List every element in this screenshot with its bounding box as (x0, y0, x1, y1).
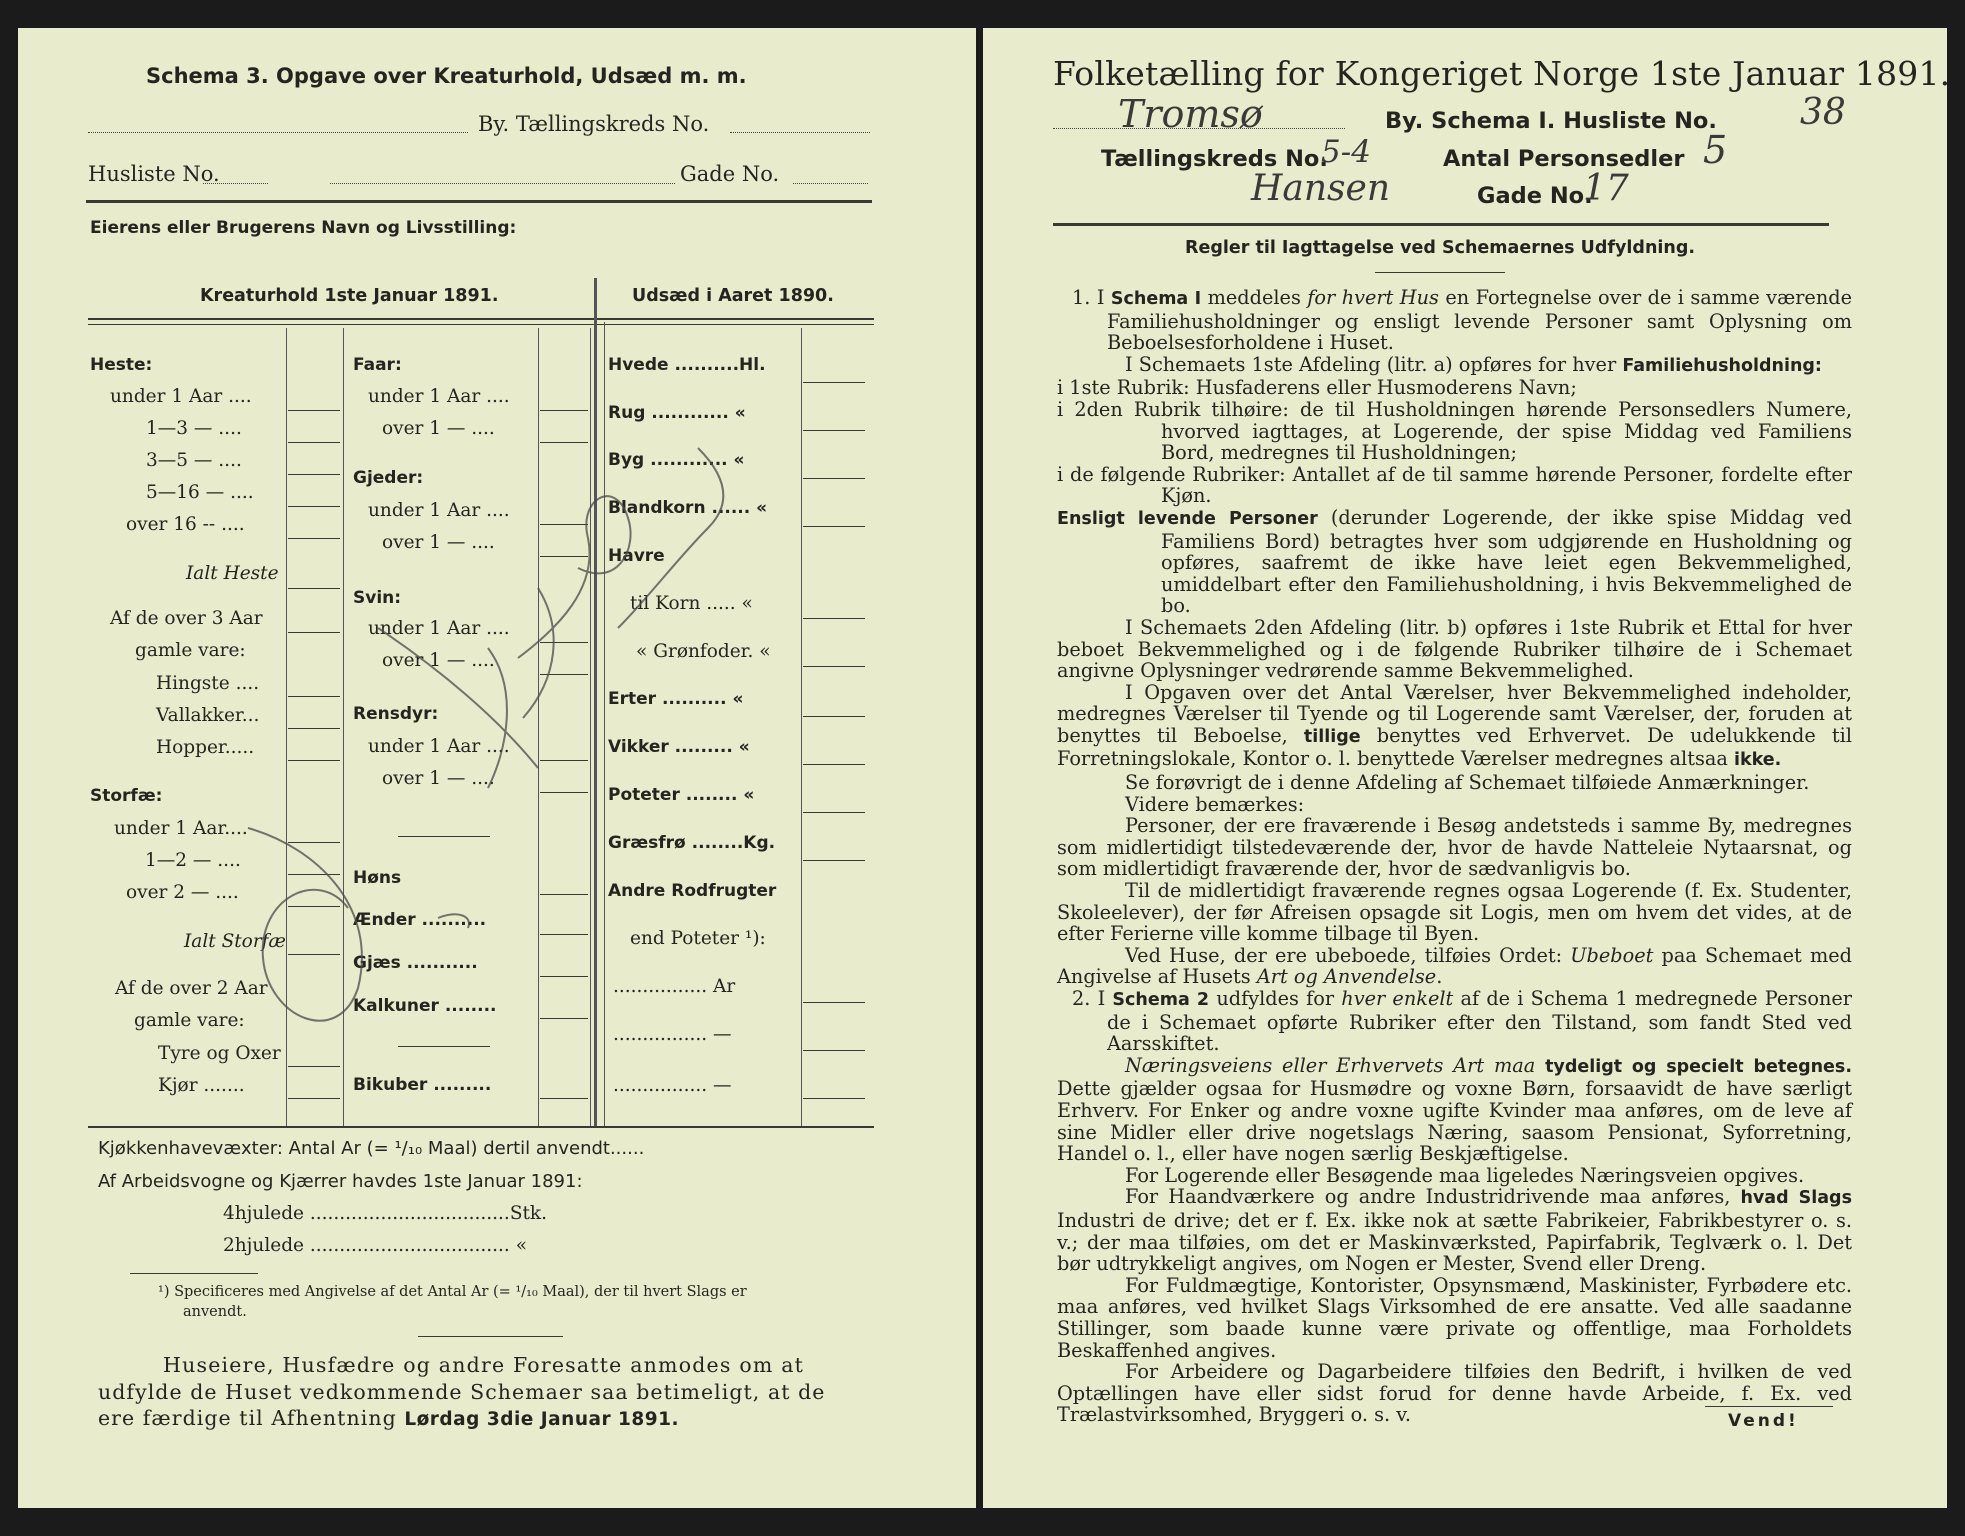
schema-1-line: By. Schema I. Husliste No. (1385, 108, 1717, 134)
rule-paragraph (1057, 1186, 1852, 1274)
hons-label: Høns (353, 868, 402, 888)
handwritten-antal: 5 (1703, 128, 1728, 172)
havre-label: Havre (608, 546, 665, 566)
c1-r10: Hingste .... (156, 673, 260, 694)
handwritten-husliste-no: 38 (1800, 92, 1846, 133)
rule-text: af de i Schema 1 medregnede Personer de i Schemaet opførte Rubriker efter den Tilstand, som fandt Sted ved Aarsskiftet. (1107, 987, 1852, 1056)
rule-text: i de følgende Rubriker: Antallet af de til samme hørende Personer, fordelte efter Kjøn. (1057, 462, 1852, 508)
rule-text: hvad Slags (1740, 1188, 1853, 1209)
rule-text: 2. I (1072, 987, 1113, 1010)
rensdyr-label: Rensdyr: (353, 704, 439, 724)
hvede-label: Hvede ..........Hl. (608, 355, 766, 375)
rule-text: i 2den Rubrik tilhøire: de til Husholdningen hørende Personsedlers Numere, hvorved iagttages, at Logerende, der spise Middag ved Familiens Bord, medregnes til Husholdningen; (1057, 397, 1852, 465)
rule-paragraph (1057, 287, 1852, 354)
rule-text: tillige (1303, 726, 1361, 747)
c1-r3: 1—3 — .... (146, 418, 242, 439)
rule-text (1535, 1054, 1545, 1077)
rule-text: Ved Huse, der ere ubeboede, tilføies Ordet: (1125, 943, 1571, 967)
erter-label: Erter .......... « (608, 689, 744, 709)
vikker-label: Vikker ......... « (608, 737, 750, 757)
rule-text: ikke. (1733, 750, 1782, 771)
rule-text: Art og Anvendelse (1256, 965, 1437, 989)
c1-r18: Af de over 2 Aar (115, 978, 268, 999)
andre-rodfrugter-label: Andre Rodfrugter (608, 881, 777, 901)
rule-paragraph (1057, 682, 1852, 772)
rule-text: . (1436, 965, 1443, 989)
rule-paragraph (1057, 1055, 1852, 1165)
rule-text: for hvert Hus (1307, 286, 1439, 309)
c1-r8: Af de over 3 Aar (110, 608, 263, 629)
arbeidsvogne-line: Af Arbeidsvogne og Kjærrer havdes 1ste Januar 1891: (98, 1171, 583, 1192)
rule-paragraph (1057, 464, 1852, 507)
pencil-scribble (18, 28, 976, 1508)
rule-text: Personer, der ere fraværende i Besøg andetsteds i samme By, medregnes som midlertidigt tilstedeværende der, hvor de havde Natteleie Nytaarsnat, og som midlertidigt fraværende der, hvor de sædvanligvis bo. (1057, 814, 1852, 881)
folketaelling-title: Folketælling for Kongeriget Norge 1ste Januar 1891. (1053, 54, 1951, 93)
by-label: By. Tællingskreds No. (478, 112, 710, 136)
rule-paragraph (1057, 1165, 1852, 1187)
storfae-label: Storfæ: (90, 786, 163, 806)
c2-r2: under 1 Aar .... (368, 386, 510, 407)
handwritten-gade-no: 17 (1583, 168, 1629, 209)
handwritten-place: Tromsø (1118, 92, 1263, 136)
vend-label: Vend! (1728, 1411, 1799, 1431)
rule-paragraph (1057, 945, 1852, 988)
c1-r16: over 2 — .... (126, 882, 239, 903)
antal-label: Antal Personsedler (1443, 146, 1685, 172)
rule-paragraph (1057, 880, 1852, 945)
rule-text: meddeles (1201, 286, 1308, 309)
kalkuner-label: Kalkuner ........ (353, 996, 497, 1016)
kjokkenhave-line: Kjøkkenhavevæxter: Antal Ar (= ¹/₁₀ Maal) dertil anvendt...... (98, 1138, 645, 1159)
vend-rule (1705, 1406, 1833, 1407)
rule-text: Ubeboet (1570, 943, 1654, 967)
c1-r14: under 1 Aar.... (114, 818, 248, 839)
rule-text: For Logerende eller Besøgende maa ligeledes Næringsveien opgives. (1125, 1163, 1805, 1187)
rug-label: Rug ............ « (608, 403, 746, 423)
rule-text: Til de midlertidigt fraværende regnes ogsaa Logerende (f. Ex. Studenter, Skoleelever), der før Afreisen opsagde sit Logis, men om hvem det vides, at de efter Ferierne ville komme tilbage til Byen. (1057, 879, 1852, 946)
notice-date: Lørdag 3die Januar 1891. (404, 1409, 680, 1430)
rule-text: (derunder Logerende, der ikke spise Middag ved Familiens Bord) betragtes hver som udgjørende en Husholdning og opføres, saafremt de ikke have leiet egen Bekvemmelighed, umiddelbart efter den Familiehusholdning, i hvis Bekvemmelighed de bo. (1161, 505, 1853, 618)
aender-label: Ænder .......... (353, 910, 487, 930)
rule-paragraph (1057, 354, 1852, 378)
til-korn: til Korn ..... « (630, 593, 753, 614)
tkreds-label: Tællingskreds No. (1101, 146, 1328, 172)
handwritten-gade: Hansen (1251, 168, 1391, 209)
rule-paragraph (1057, 617, 1852, 682)
ar-line-1: ................ Ar (613, 976, 736, 997)
c2-r5: under 1 Aar .... (368, 500, 510, 521)
poteter-label: Poteter ........ « (608, 785, 755, 805)
c1-r4: 3—5 — .... (146, 450, 242, 471)
ar-line-2: ................ — (613, 1024, 732, 1045)
regler-heading: Regler til Iagttagelse ved Schemaernes Udfyldning. (1185, 238, 1696, 258)
c2-r12: over 1 — .... (382, 768, 495, 789)
rule-text: For Fuldmægtige, Kontorister, Opsynsmænd, Maskinister, Fyrbødere etc. maa anføres, ved hvilket Slags Virksomhed de ere ansatte. Ved alle saadanne Stillinger, som baade kunne være private og offentlige, maa Forholdets Beskaffenhed angives. (1057, 1273, 1852, 1362)
rule-paragraph (1057, 815, 1852, 880)
rule-text: Videre bemærkes: (1125, 792, 1305, 816)
rule-text: Næringsveiens eller Erhvervets Art maa (1125, 1053, 1536, 1077)
kreaturhold-heading: Kreaturhold 1ste Januar 1891. (200, 286, 499, 306)
husliste-label: Husliste No. (88, 162, 220, 186)
footnote-line-2: anvendt. (183, 1304, 247, 1320)
rule-text: I Schemaets 1ste Afdeling (litr. a) opføres for hver (1125, 352, 1623, 376)
rule-text: hver enkelt (1341, 987, 1454, 1010)
gade-label: Gade No. (680, 162, 780, 186)
rule-text: Se forøvrigt de i denne Afdeling af Schemaet tilføiede Anmærkninger. (1125, 771, 1810, 795)
notice-line-1: Huseiere, Husfædre og andre Foresatte anmodes om at (163, 1353, 805, 1377)
rule-text: For Haandværkere og andre Industridrivende maa anføres, (1125, 1185, 1741, 1209)
blandkorn-label: Blandkorn ...... « (608, 498, 768, 518)
rule-text: paa Schemaet med Angivelse af Husets (1057, 943, 1852, 989)
c2-r3: over 1 — .... (382, 418, 495, 439)
gjeder-label: Gjeder: (353, 468, 424, 488)
rule-paragraph (1057, 772, 1852, 794)
regler-rule (1375, 272, 1505, 273)
byg-label: Byg ............ « (608, 450, 745, 470)
rule-text: Schema 2 (1112, 990, 1210, 1010)
rule-text: i 1ste Rubrik: Husfaderens eller Husmoderens Navn; (1057, 376, 1577, 400)
c1-r6: over 16 -- .... (126, 514, 245, 535)
rule-text: Ensligt levende Personer (1057, 508, 1318, 529)
bikuber-label: Bikuber ......... (353, 1075, 492, 1095)
rule-text: 1. I (1072, 286, 1111, 309)
eier-label: Eierens eller Brugerens Navn og Livsstilling: (90, 218, 517, 238)
rule-text: Familiehusholdning: (1622, 355, 1822, 376)
gade-no-label: Gade No. (1477, 183, 1593, 209)
c1-r12: Hopper..... (156, 737, 255, 758)
gjaes-label: Gjæs ........... (353, 953, 478, 973)
footnote-line-1: ¹) Specificeres med Angivelse af det Antal Ar (= ¹/₁₀ Maal), der til hvert Slags er (158, 1284, 747, 1300)
notice-line-2: udfylde de Huset vedkommende Schemaer saa betimeligt, at de (98, 1380, 826, 1404)
rules-text (1057, 287, 1852, 1426)
c1-r5: 5—16 — .... (146, 482, 254, 503)
c2-r8: under 1 Aar .... (368, 618, 510, 639)
heste-label: Heste: (90, 355, 153, 375)
rule-text: I Schemaets 2den Afdeling (litr. b) opføres i 1ste Rubrik et Ettal for hver beboet Bekvemmelighed og i de følgende Rubriker tilhøire de i Schemaet angivne Oplysninger vedrørende samme Bekvemmelighed. (1057, 615, 1852, 683)
ialt-storfae: Ialt Storfæ (184, 931, 286, 952)
left-page (18, 28, 976, 1508)
end-poteter: end Poteter ¹): (630, 928, 766, 949)
rule-paragraph (1057, 1275, 1852, 1361)
c1-r19: gamle vare: (134, 1010, 245, 1031)
rule-paragraph (1057, 988, 1852, 1055)
rule-text: tydeligt og specielt betegnes. (1545, 1056, 1852, 1077)
right-rule-top (1053, 223, 1829, 226)
rule-text: Industri de drive; det er f. Ex. ikke nok at sætte Fabrikeier, Fabrikbestyrer o. s. v.; der maa tilføies, om det er Maskinværksted, Papirfabrik, Teglværk o. l. Det bør udtrykkeligt angives, om Nogen er Mester, Svend eller Dreng. (1057, 1208, 1852, 1276)
rule-text: udfyldes for (1209, 987, 1342, 1010)
c1-r9: gamle vare: (135, 640, 246, 661)
svin-label: Svin: (353, 588, 402, 608)
c2-r11: under 1 Aar .... (368, 736, 510, 757)
c1-r2: under 1 Aar .... (110, 386, 252, 407)
rule-text: Schema I (1110, 289, 1202, 309)
gronfoder: « Grønfoder. « (636, 641, 771, 662)
rule-paragraph (1057, 377, 1852, 399)
c1-r11: Vallakker... (156, 705, 260, 726)
rule-paragraph (1057, 399, 1852, 464)
graesfro-label: Græsfrø ........Kg. (608, 833, 776, 853)
c2-r6: over 1 — .... (382, 532, 495, 553)
right-page (983, 28, 1951, 1508)
rule-text: For Arbeidere og Dagarbeidere tilføies den Bedrift, i hvilken de ved Optællingen have eller sidst forud for denne havde Arbeide, f. Ex. ved Trælastvirksomhed, Bryggeri o. s. v. (1057, 1360, 1852, 1427)
handwritten-tkreds: 5-4 (1321, 134, 1371, 170)
faar-label: Faar: (353, 355, 402, 375)
c1-r20: Tyre og Oxer (158, 1043, 281, 1064)
rule-paragraph (1057, 794, 1852, 816)
tohjulede-line: 2hjulede .................................. « (223, 1235, 528, 1256)
c1-r15: 1—2 — .... (145, 850, 241, 871)
notice-line-3-text: ere færdige til Afhentning (98, 1406, 405, 1430)
ar-line-3: ................ — (613, 1075, 732, 1096)
rule-text: Dette gjælder ogsaa for Husmødre og voxne Børn, forsaavidt de have særligt Erhverv. For Enker og andre voxne ugifte Kvinder maa anføres, om de leve af sine Midler eller drive nogetslags Næring, saasom Pensionat, Syforretning, Handel o. l., eller have nogen særlig Beskjæftigelse. (1057, 1077, 1852, 1166)
schema-3-title: Schema 3. Opgave over Kreaturhold, Udsæd m. m. (146, 64, 747, 88)
firehjulede-line: 4hjulede ..................................Stk. (223, 1203, 548, 1224)
ialt-heste: Ialt Heste (186, 563, 279, 584)
c2-r9: over 1 — .... (382, 650, 495, 671)
c1-r21: Kjør ....... (158, 1075, 245, 1096)
rule-text: I Opgaven over det Antal Værelser, hver Bekvemmelighed indeholder, medregnes Værelser til Tyende og til Logerende samt Værelser, der, foruden at benyttes til Beboelse, (1057, 680, 1852, 747)
rule-paragraph (1057, 507, 1852, 617)
rule-text: en Fortegnelse over de i samme værende Familiehusholdninger og ensligt levende Personer samt Oplysning om Beboelsesforholdene i Huset. (1107, 286, 1852, 355)
udsaed-heading: Udsæd i Aaret 1890. (632, 286, 834, 306)
rule-text: benyttes ved Erhvervet. De udelukkende til Forretningslokale, Kontor o. l. benyttede Værelser medregnes altsaa (1057, 723, 1852, 771)
